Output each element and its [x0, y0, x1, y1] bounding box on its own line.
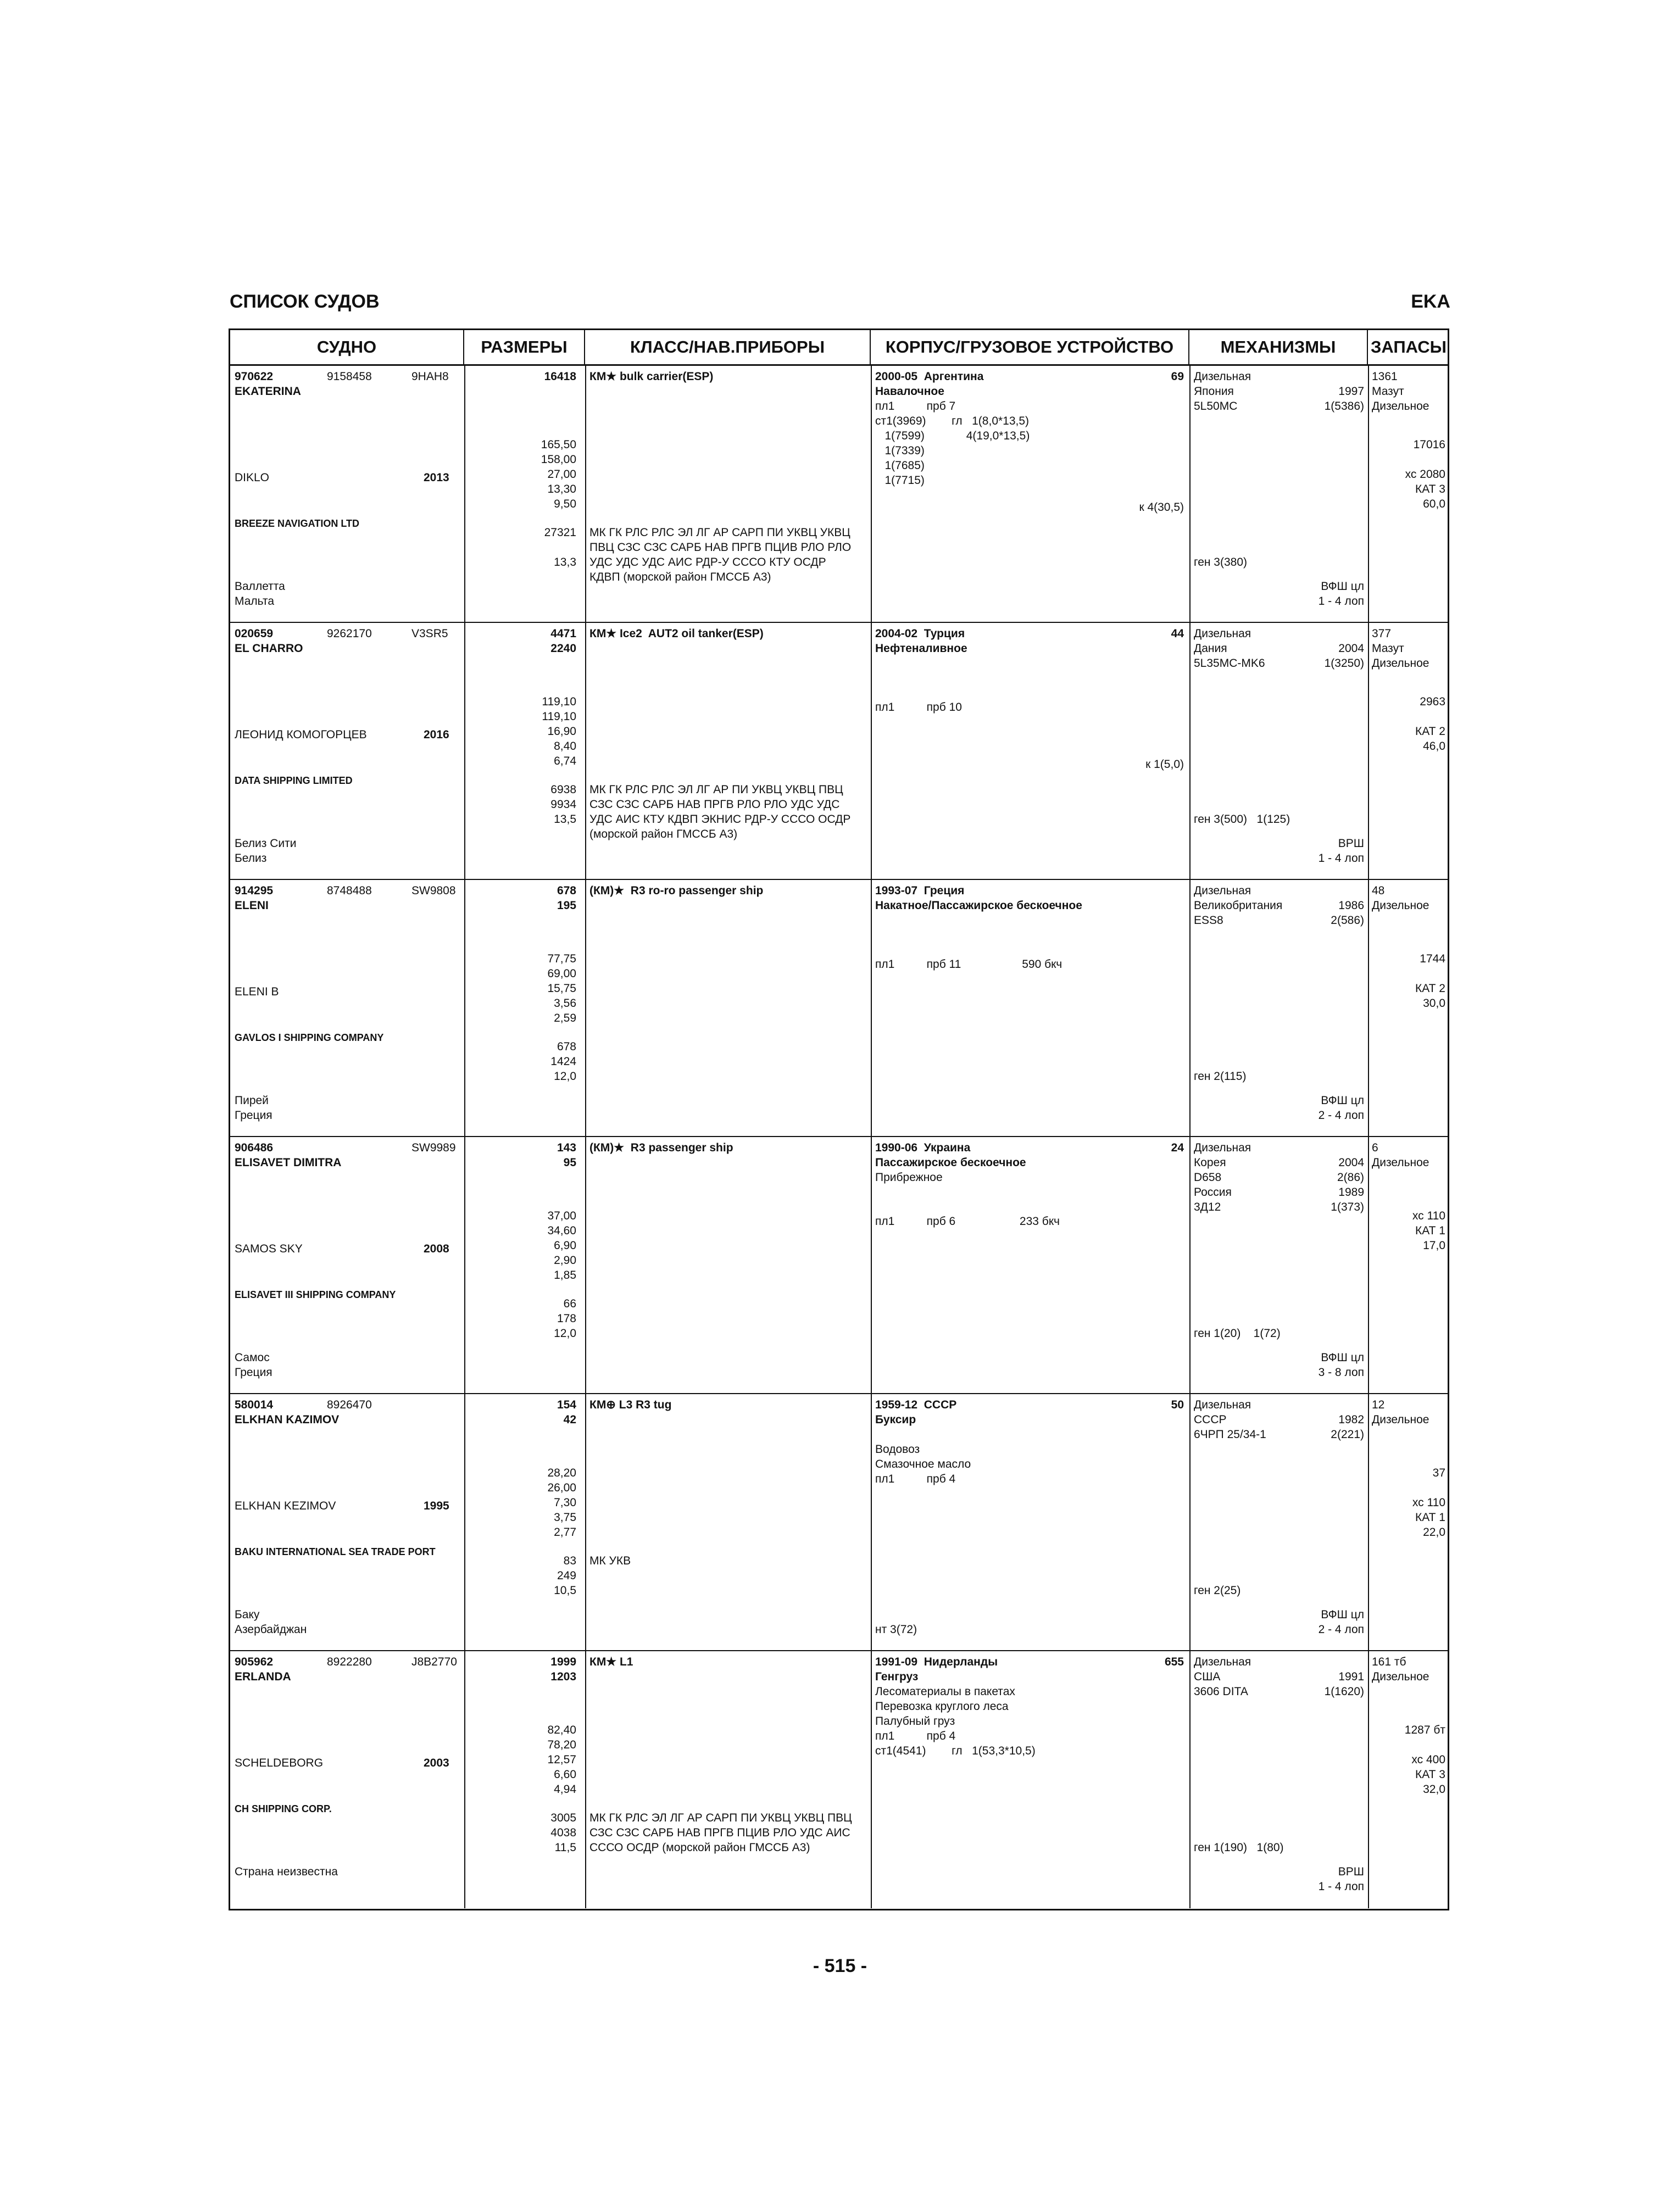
engine-info-line: Дизельная: [1194, 1141, 1251, 1154]
stores-capacity: 17016: [1413, 438, 1445, 451]
stores-capacity: 37: [1432, 1467, 1445, 1479]
deadweight: 6938: [550, 783, 576, 796]
column-header-class: КЛАСС/НАВ.ПРИБОРЫ: [585, 330, 871, 364]
net-tonnage: 42: [563, 1413, 576, 1426]
previous-name: ELENI B: [235, 985, 279, 998]
stores-capacity: 2963: [1420, 695, 1445, 708]
gross-tonnage: 4471: [550, 627, 576, 640]
crane-capacity: к 4(30,5): [1139, 501, 1184, 514]
column-header-vessel: СУДНО: [230, 330, 464, 364]
dimension-value: 26,00: [547, 1481, 576, 1494]
column-separator: [1189, 623, 1191, 879]
speed: 13,3: [554, 556, 576, 569]
owner-company: GAVLOS I SHIPPING COMPANY: [235, 1032, 384, 1043]
previous-name: ЛЕОНИД КОМОГОРЦЕВ: [235, 728, 367, 741]
previous-name-year: 2008: [424, 1243, 449, 1255]
deadweight: 66: [563, 1297, 576, 1310]
stores-capacity: КАТ 3: [1415, 1768, 1445, 1781]
propeller-info: 2 - 4 лоп: [1318, 1623, 1364, 1636]
records-container: [230, 366, 1448, 1909]
deadweight: 83: [563, 1555, 576, 1567]
column-separator: [871, 1394, 872, 1650]
vessel-type: Буксир: [875, 1413, 916, 1426]
home-port: Белиз Сити: [235, 837, 297, 850]
engine-info-value: 2004: [1338, 1156, 1364, 1169]
stores-capacity: хс 400: [1411, 1753, 1445, 1766]
column-header-dimensions: РАЗМЕРЫ: [464, 330, 585, 364]
engine-info-line: Россия: [1194, 1186, 1232, 1199]
engine-info-value: 1(1620): [1324, 1685, 1364, 1698]
class-notation: (КМ)★ R3 passenger ship: [589, 1141, 733, 1154]
column-separator: [871, 1137, 872, 1393]
vessel-record: [230, 1651, 1448, 1908]
owner-company: CH SHIPPING CORP.: [235, 1803, 332, 1814]
propeller-info: ВФШ цл: [1321, 580, 1364, 593]
propeller-info: 1 - 4 лоп: [1318, 852, 1364, 865]
class-notation: КМ★ L1: [589, 1656, 633, 1668]
owner-company: BAKU INTERNATIONAL SEA TRADE PORT: [235, 1546, 436, 1557]
dimension-value: 2,59: [554, 1012, 576, 1024]
engine-info-value: 1(5386): [1324, 400, 1364, 413]
stores-fuel: 161 тб: [1372, 1656, 1406, 1668]
column-separator: [1368, 1651, 1369, 1908]
stores-capacity: КАТ 2: [1415, 982, 1445, 995]
generators: ген 2(25): [1194, 1584, 1241, 1597]
column-separator: [1368, 1137, 1369, 1393]
engine-info-line: Дания: [1194, 642, 1227, 655]
register-number: 905962: [235, 1656, 274, 1668]
owner-company: ELISAVET III SHIPPING COMPANY: [235, 1289, 396, 1300]
previous-name-year: 2013: [424, 471, 449, 484]
gross-tonnage: 143: [557, 1141, 576, 1154]
cargo-gear-line: Палубный груз: [875, 1715, 955, 1728]
vessel-record: [230, 1394, 1448, 1651]
propeller-info: ВФШ цл: [1321, 1094, 1364, 1107]
engine-info-line: Дизельная: [1194, 370, 1251, 383]
yard-number: 50: [1171, 1399, 1184, 1411]
imo-number: 9262170: [327, 627, 372, 640]
column-separator: [464, 1651, 465, 1908]
vessel-name: ELISAVET DIMITRA: [235, 1156, 342, 1169]
build-date-country: 2000-05 Аргентина: [875, 370, 984, 383]
displacement: 178: [557, 1312, 576, 1325]
column-separator: [871, 623, 872, 879]
propeller-info: 3 - 8 лоп: [1318, 1366, 1364, 1379]
column-separator: [464, 623, 465, 879]
engine-info-line: 6ЧРП 25/34-1: [1194, 1428, 1266, 1441]
cargo-gear-line: пл1 прб 4: [875, 1730, 956, 1742]
dimension-value: 77,75: [547, 952, 576, 965]
engine-info-line: Дизельная: [1194, 1399, 1251, 1411]
vessel-subtype: Прибрежное: [875, 1171, 943, 1184]
net-tonnage: 1203: [550, 1670, 576, 1683]
dimension-value: 4,94: [554, 1783, 576, 1796]
column-separator: [585, 366, 586, 622]
engine-info-line: Япония: [1194, 385, 1234, 398]
register-number: 020659: [235, 627, 274, 640]
cargo-gear-line: пл1 прб 4: [875, 1473, 956, 1485]
gross-tonnage: 154: [557, 1399, 576, 1411]
engine-info-line: 3Д12: [1194, 1201, 1221, 1213]
home-port: Пирей: [235, 1094, 269, 1107]
stores-capacity: 1744: [1420, 952, 1445, 965]
column-separator: [1368, 366, 1369, 622]
stores-capacity: 32,0: [1423, 1783, 1445, 1796]
engine-info-value: 2(221): [1331, 1428, 1364, 1441]
column-separator: [871, 1651, 872, 1908]
dimension-value: 69,00: [547, 967, 576, 980]
dimension-value: 37,00: [547, 1210, 576, 1222]
column-header-hull: КОРПУС/ГРУЗОВОЕ УСТРОЙСТВО: [871, 330, 1189, 364]
build-date-country: 1959-12 СССР: [875, 1399, 957, 1411]
previous-name-year: 1995: [424, 1500, 449, 1512]
dimension-value: 119,10: [542, 695, 576, 708]
dimension-value: 13,30: [547, 483, 576, 495]
engine-info-line: Дизельная: [1194, 884, 1251, 897]
dimension-value: 6,90: [554, 1239, 576, 1252]
vessel-name: EKATERINA: [235, 385, 301, 398]
imo-number: 8748488: [327, 884, 372, 897]
flag-state: Белиз: [235, 852, 267, 865]
crane-capacity: к 1(5,0): [1145, 758, 1184, 771]
nav-equipment-line: УДС УДС УДС АИС РДР-У СССО КТУ ОСДР: [589, 556, 826, 569]
engine-info-value: 1986: [1338, 899, 1364, 912]
propeller-info: 1 - 4 лоп: [1318, 595, 1364, 608]
propeller-info: ВРШ: [1338, 837, 1364, 850]
stores-capacity: 46,0: [1423, 740, 1445, 753]
column-separator: [464, 1137, 465, 1393]
dimension-value: 2,77: [554, 1526, 576, 1539]
vessel-record: [230, 1137, 1448, 1394]
engine-info-value: 1(373): [1331, 1201, 1364, 1213]
vessel-name: EL CHARRO: [235, 642, 303, 655]
build-date-country: 1991-09 Нидерланды: [875, 1656, 998, 1668]
column-header-machinery: МЕХАНИЗМЫ: [1189, 330, 1368, 364]
yard-number: 655: [1164, 1656, 1184, 1668]
engine-info-value: 1982: [1338, 1413, 1364, 1426]
stores-capacity: КАТ 3: [1415, 483, 1445, 495]
stores-fuel: 48: [1372, 884, 1385, 897]
column-separator: [871, 880, 872, 1136]
nav-equipment-line: МК ГК РЛС РЛС ЭЛ ЛГ АР САРП ПИ УКВЦ УКВЦ: [589, 526, 850, 539]
column-separator: [585, 1651, 586, 1908]
nav-equipment-line: МК ГК РЛС РЛС ЭЛ ЛГ АР ПИ УКВЦ УКВЦ ПВЦ: [589, 783, 843, 796]
column-separator: [1368, 623, 1369, 879]
column-separator: [1189, 880, 1191, 1136]
cargo-extra: нт 3(72): [875, 1623, 917, 1636]
cargo-gear-line: 1(7599) 4(19,0*13,5): [875, 430, 1030, 442]
dimension-value: 158,00: [541, 453, 576, 466]
column-separator: [464, 880, 465, 1136]
generators: ген 2(115): [1194, 1070, 1247, 1083]
imo-number: 8926470: [327, 1399, 372, 1411]
displacement: 4038: [550, 1826, 576, 1839]
stores-capacity: 22,0: [1423, 1526, 1445, 1539]
displacement: 249: [557, 1569, 576, 1582]
call-sign: V3SR5: [411, 627, 448, 640]
vessel-record: [230, 880, 1448, 1137]
stores-fuel: 6: [1372, 1141, 1378, 1154]
previous-name-year: 2003: [424, 1757, 449, 1769]
stores-capacity: 1287 бт: [1404, 1724, 1445, 1736]
nav-equipment-line: МК УКВ: [589, 1555, 631, 1567]
engine-info-line: 3606 DITA: [1194, 1685, 1248, 1698]
dimension-value: 2,90: [554, 1254, 576, 1267]
stores-capacity: 60,0: [1423, 498, 1445, 510]
stores-fuel: Дизельное: [1372, 1156, 1429, 1169]
nav-equipment-line: МК ГК РЛС ЭЛ ЛГ АР САРП ПИ УКВЦ УКВЦ ПВЦ: [589, 1812, 852, 1824]
generators: ген 1(20) 1(72): [1194, 1327, 1281, 1340]
generators: ген 3(500) 1(125): [1194, 813, 1290, 826]
net-tonnage: 2240: [550, 642, 576, 655]
propeller-info: ВФШ цл: [1321, 1351, 1364, 1364]
stores-capacity: 17,0: [1423, 1239, 1445, 1252]
previous-name: SAMOS SKY: [235, 1243, 303, 1255]
column-separator: [871, 366, 872, 622]
engine-info-line: ESS8: [1194, 914, 1223, 927]
speed: 13,5: [554, 813, 576, 826]
column-header-stores: ЗАПАСЫ: [1370, 337, 1447, 356]
column-separator: [1368, 880, 1369, 1136]
yard-number: 24: [1171, 1141, 1184, 1154]
page-header-range: EKA: [1411, 291, 1450, 312]
dimension-value: 8,40: [554, 740, 576, 753]
cargo-gear-line: Смазочное масло: [875, 1458, 971, 1470]
dimension-value: 27,00: [547, 468, 576, 481]
previous-name-year: 2016: [424, 728, 449, 741]
cargo-gear-line: Водовоз: [875, 1443, 920, 1456]
previous-name: ELKHAN KEZIMOV: [235, 1500, 336, 1512]
nav-equipment-line: СЗС СЗС САРБ НАВ ПРГВ ПЦИВ РЛО УДС АИС: [589, 1826, 850, 1839]
engine-info-value: 1991: [1338, 1670, 1364, 1683]
engine-info-value: 2(86): [1337, 1171, 1364, 1184]
stores-fuel: 1361: [1372, 370, 1398, 383]
column-separator: [585, 623, 586, 879]
home-port: Баку: [235, 1608, 260, 1621]
ship-list-table: [229, 328, 1449, 1910]
stores-capacity: КАТ 1: [1415, 1511, 1445, 1524]
class-notation: КМ★ bulk carrier(ESP): [589, 370, 714, 383]
vessel-type: Навалочное: [875, 385, 944, 398]
nav-equipment-line: (морской район ГМССБ А3): [589, 828, 738, 840]
dimension-value: 34,60: [547, 1224, 576, 1237]
cargo-gear-line: 1(7715): [875, 474, 925, 487]
column-separator: [1368, 1394, 1369, 1650]
dimension-value: 7,30: [554, 1496, 576, 1509]
page-header-title: СПИСОК СУДОВ: [230, 291, 380, 312]
dimension-value: 16,90: [547, 725, 576, 738]
engine-info-line: Дизельная: [1194, 627, 1251, 640]
previous-name: SCHELDEBORG: [235, 1757, 324, 1769]
dimension-value: 3,56: [554, 997, 576, 1010]
stores-fuel: Дизельное: [1372, 899, 1429, 912]
dimension-value: 78,20: [547, 1739, 576, 1751]
speed: 11,5: [554, 1841, 576, 1854]
dimension-value: 82,40: [547, 1724, 576, 1736]
engine-info-line: Дизельная: [1194, 1656, 1251, 1668]
nav-equipment-line: СЗС СЗС САРБ НАВ ПРГВ РЛО РЛО УДС УДС: [589, 798, 840, 811]
propeller-info: ВРШ: [1338, 1865, 1364, 1878]
yard-number: 44: [1171, 627, 1184, 640]
engine-info-line: 5L35MC-MK6: [1194, 657, 1265, 670]
nav-equipment-line: УДС АИС КТУ КДВП ЭКНИС РДР-У СССО ОСДР: [589, 813, 851, 826]
dimension-value: 119,10: [542, 710, 576, 723]
engine-info-line: США: [1194, 1670, 1221, 1683]
speed: 12,0: [554, 1070, 576, 1083]
cargo-gear-line: Лесоматериалы в пакетах: [875, 1685, 1015, 1698]
imo-number: 9158458: [327, 370, 372, 383]
generators: ген 3(380): [1194, 556, 1248, 569]
vessel-type: Генгруз: [875, 1670, 919, 1683]
net-tonnage: 195: [557, 899, 576, 912]
vessel-name: ELENI: [235, 899, 269, 912]
owner-company: DATA SHIPPING LIMITED: [235, 775, 353, 786]
stores-fuel: Дизельное: [1372, 1413, 1429, 1426]
cargo-gear-line: 1(7685): [875, 459, 925, 472]
home-port: Страна неизвестна: [235, 1865, 338, 1878]
stores-capacity: хс 2080: [1405, 468, 1445, 481]
gross-tonnage: 678: [557, 884, 576, 897]
imo-number: 8922280: [327, 1656, 372, 1668]
cargo-gear-line: пл1 прб 6 233 бкч: [875, 1215, 1060, 1228]
deadweight: 3005: [550, 1812, 576, 1824]
build-date-country: 1993-07 Греция: [875, 884, 965, 897]
previous-name: DIKLO: [235, 471, 270, 484]
vessel-name: ERLANDA: [235, 1670, 291, 1683]
yard-number: 69: [1171, 370, 1184, 383]
engine-info-value: 1997: [1338, 385, 1364, 398]
column-separator: [1189, 1651, 1191, 1908]
home-port: Валлетта: [235, 580, 285, 593]
page-number: - 515 -: [813, 1956, 867, 1976]
cargo-gear-line: ст1(4541) гл 1(53,3*10,5): [875, 1745, 1036, 1757]
cargo-gear-line: Перевозка круглого леса: [875, 1700, 1009, 1713]
nav-equipment-line: СССО ОСДР (морской район ГМССБ А3): [589, 1841, 810, 1854]
stores-capacity: хс 110: [1412, 1496, 1445, 1509]
stores-fuel: Дизельное: [1372, 657, 1429, 670]
dimension-value: 3,75: [554, 1511, 576, 1524]
column-separator: [585, 1137, 586, 1393]
vessel-type: Накатное/Пассажирское бескоечное: [875, 899, 1082, 912]
propeller-info: 2 - 4 лоп: [1318, 1109, 1364, 1122]
vessel-name: ELKHAN KAZIMOV: [235, 1413, 340, 1426]
engine-info-value: 2004: [1338, 642, 1364, 655]
dimension-value: 1,85: [554, 1269, 576, 1282]
cargo-gear-line: пл1 прб 11 590 бкч: [875, 958, 1062, 971]
nav-equipment-line: ПВЦ СЗС СЗС САРБ НАВ ПРГВ ПЦИВ РЛО РЛО: [589, 541, 852, 554]
cargo-gear-line: 1(7339): [875, 444, 925, 457]
call-sign: SW9808: [411, 884, 456, 897]
column-separator: [464, 366, 465, 622]
column-separator: [464, 1394, 465, 1650]
cargo-gear-line: ст1(3969) гл 1(8,0*13,5): [875, 415, 1030, 427]
speed: 10,5: [554, 1584, 576, 1597]
dimension-value: 6,74: [554, 755, 576, 767]
deadweight: 678: [557, 1040, 576, 1053]
class-notation: КМ⊕ L3 R3 tug: [589, 1399, 672, 1411]
flag-state: Мальта: [235, 595, 275, 608]
call-sign: SW9989: [411, 1141, 456, 1154]
displacement: 9934: [550, 798, 576, 811]
owner-company: BREEZE NAVIGATION LTD: [235, 518, 359, 529]
deadweight: 27321: [544, 526, 576, 539]
call-sign: 9HAH8: [411, 370, 449, 383]
column-separator: [585, 880, 586, 1136]
dimension-value: 6,60: [554, 1768, 576, 1781]
cargo-gear-line: пл1 прб 10: [875, 701, 962, 714]
engine-info-value: 1989: [1338, 1186, 1364, 1199]
engine-info-value: 2(586): [1331, 914, 1364, 927]
flag-state: Азербайджан: [235, 1623, 307, 1636]
register-number: 906486: [235, 1141, 274, 1154]
stores-fuel: Мазут: [1372, 385, 1404, 398]
dimension-value: 28,20: [547, 1467, 576, 1479]
engine-info-line: Великобритания: [1194, 899, 1283, 912]
cargo-gear-line: пл1 прб 7: [875, 400, 956, 413]
vessel-record: [230, 623, 1448, 880]
vessel-type: Пассажирское бескоечное: [875, 1156, 1026, 1169]
stores-fuel: 12: [1372, 1399, 1385, 1411]
gross-tonnage: 16418: [544, 370, 576, 383]
net-tonnage: 95: [563, 1156, 576, 1169]
flag-state: Греция: [235, 1366, 272, 1379]
engine-info-line: 5L50MC: [1194, 400, 1238, 413]
propeller-info: 1 - 4 лоп: [1318, 1880, 1364, 1893]
engine-info-line: СССР: [1194, 1413, 1227, 1426]
register-number: 970622: [235, 370, 274, 383]
register-number: 580014: [235, 1399, 274, 1411]
column-separator: [585, 1394, 586, 1650]
stores-capacity: хс 110: [1412, 1210, 1445, 1222]
stores-fuel: Дизельное: [1372, 1670, 1429, 1683]
build-date-country: 2004-02 Турция: [875, 627, 965, 640]
vessel-record: [230, 366, 1448, 623]
column-separator: [1189, 366, 1191, 622]
stores-fuel: Дизельное: [1372, 400, 1429, 413]
register-number: 914295: [235, 884, 274, 897]
call-sign: J8B2770: [411, 1656, 457, 1668]
stores-capacity: КАТ 2: [1415, 725, 1445, 738]
home-port: Самос: [235, 1351, 270, 1364]
nav-equipment-line: КДВП (морской район ГМССБ А3): [589, 571, 771, 583]
engine-info-line: Корея: [1194, 1156, 1226, 1169]
flag-state: Греция: [235, 1109, 272, 1122]
column-separator: [1189, 1137, 1191, 1393]
dimension-value: 15,75: [547, 982, 576, 995]
gross-tonnage: 1999: [550, 1656, 576, 1668]
stores-capacity: 30,0: [1423, 997, 1445, 1010]
build-date-country: 1990-06 Украина: [875, 1141, 971, 1154]
stores-capacity: КАТ 1: [1415, 1224, 1445, 1237]
column-separator: [1189, 1394, 1191, 1650]
class-notation: (КМ)★ R3 ro-ro passenger ship: [589, 884, 764, 897]
dimension-value: 12,57: [547, 1753, 576, 1766]
propeller-info: ВФШ цл: [1321, 1608, 1364, 1621]
engine-info-value: 1(3250): [1324, 657, 1364, 670]
dimension-value: 165,50: [541, 438, 576, 451]
dimension-value: 9,50: [554, 498, 576, 510]
stores-fuel: Мазут: [1372, 642, 1404, 655]
engine-info-line: D658: [1194, 1171, 1222, 1184]
stores-fuel: 377: [1372, 627, 1392, 640]
generators: ген 1(190) 1(80): [1194, 1841, 1284, 1854]
displacement: 1424: [550, 1055, 576, 1068]
speed: 12,0: [554, 1327, 576, 1340]
vessel-type: Нефтеналивное: [875, 642, 967, 655]
class-notation: КМ★ Ice2 AUT2 oil tanker(ESP): [589, 627, 764, 640]
